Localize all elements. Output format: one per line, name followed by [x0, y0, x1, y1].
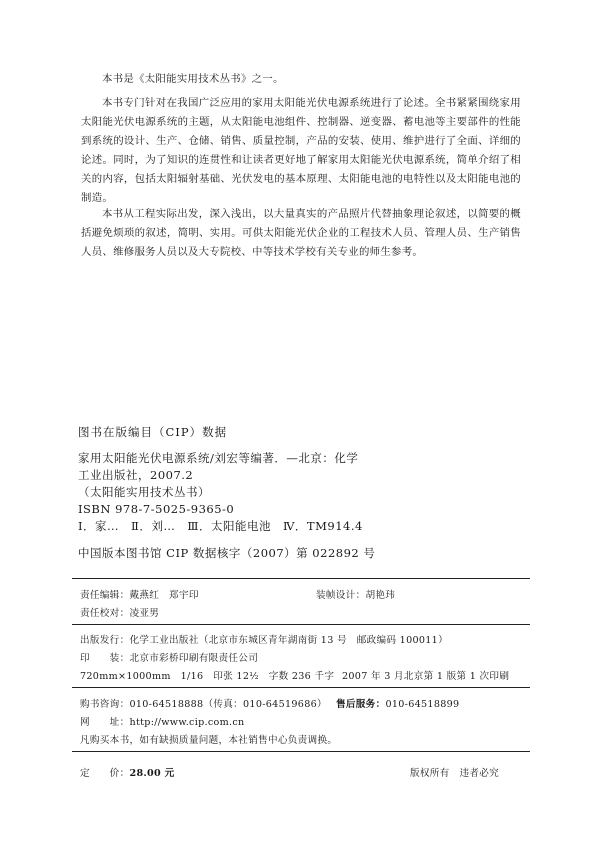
cip-classification: Ⅰ．家… Ⅱ．刘… Ⅲ．太阳能电池 Ⅳ．TM914.4: [78, 519, 363, 533]
credit-editor-label: 责任编辑：: [80, 590, 130, 601]
service-label: 售后服务：: [336, 699, 386, 710]
rights-notice: 版权所有 违者必究: [410, 768, 500, 779]
price-value: 28.00 元: [129, 768, 175, 779]
divider: [72, 687, 530, 688]
cip-title: 图书在版编目（CIP）数据: [78, 425, 228, 439]
cip-record: [78, 450, 508, 518]
credit-editor: [80, 587, 199, 601]
divider: [72, 578, 530, 579]
price-label: 定 价：: [80, 768, 130, 779]
credit-design: [316, 587, 395, 601]
divider: [72, 751, 530, 752]
credit-design-label: 装帧设计：: [316, 590, 366, 601]
printer-label: 印 装：: [80, 653, 130, 664]
price-line: [80, 765, 175, 779]
publisher-line: [80, 632, 448, 646]
publisher-value: 化学工业出版社（北京市东城区青年湖南街 13 号 邮政编码 100011）: [129, 635, 448, 646]
description-paragraph-1: 本书专门针对在我国广泛应用的家用太阳能光伏电源系统进行了论述。全书紧紧围绕家用太阳能光伏电源系统的主题，从太阳能电池组件、控制器、逆变器、蓄电池等主要部件的性能到系统的设计、生产、仓储、销售、质量控制，产品的安装、使用、维护进行了全面、详细的论述。同时，为了知识的连贯性和让读者更好地了解家用太阳能光伏电源系统，简单介绍了相关的内容，包括太阳辐射基础、光伏发电的基本原理、太阳能电池的电特性以及太阳能电池的制造。: [81, 97, 521, 204]
printer-value: 北京市彩桥印刷有限责任公司: [129, 653, 259, 664]
credit-proof-label: 责任校对：: [80, 608, 130, 619]
cip-isbn: ISBN 978-7-5025-9365-0: [78, 502, 235, 516]
printer-line: [80, 650, 258, 664]
credit-proof-value: 凌亚男: [129, 608, 160, 619]
cip-line-2: 工业出版社，2007.2: [78, 468, 194, 482]
service-value: 010-64518899: [385, 699, 460, 710]
website-line: [80, 714, 245, 728]
edition-line: 2007 年 3 月北京第 1 版第 1 次印刷: [342, 671, 510, 682]
service-contact: [336, 696, 459, 710]
exchange-notice: 凡购买本书，如有缺损质量问题，本社销售中心负责调换。: [80, 735, 338, 746]
purchase-contact: [80, 696, 327, 710]
website-label: 网 址：: [80, 717, 130, 728]
series-statement: 本书是《太阳能实用技术丛书》之一。: [102, 73, 284, 85]
website-link[interactable]: http://www.cip.com.cn: [129, 717, 245, 728]
cip-series: （太阳能实用技术丛书）: [78, 485, 210, 499]
cip-line-1: 家用太阳能光伏电源系统/刘宏等编著．—北京：化学: [78, 451, 359, 465]
divider: [72, 624, 530, 625]
credit-design-value: 胡艳玮: [365, 590, 396, 601]
credit-proof: [80, 605, 159, 619]
format-line: 720mm×1000mm 1/16 印张 12½ 字数 236 千字: [80, 671, 335, 682]
description-paragraph-2: 本书从工程实际出发，深入浅出，以大量真实的产品照片代替抽象理论叙述，以简要的概括避免烦琐的叙述，简明、实用。可供太阳能光伏企业的工程技术人员、管理人员、生产销售人员、维修服务人员以及大专院校、中等技术学校有关专业的师生参考。: [81, 208, 521, 258]
publisher-label: 出版发行：: [80, 635, 130, 646]
credit-editor-value: 戴燕红 郑宇印: [129, 590, 199, 601]
cip-check-number: 中国版本图书馆 CIP 数据核字（2007）第 022892 号: [78, 546, 376, 560]
purchase-value: 010-64518888（传真：010-64519686）: [129, 699, 327, 710]
purchase-label: 购书咨询：: [80, 699, 130, 710]
